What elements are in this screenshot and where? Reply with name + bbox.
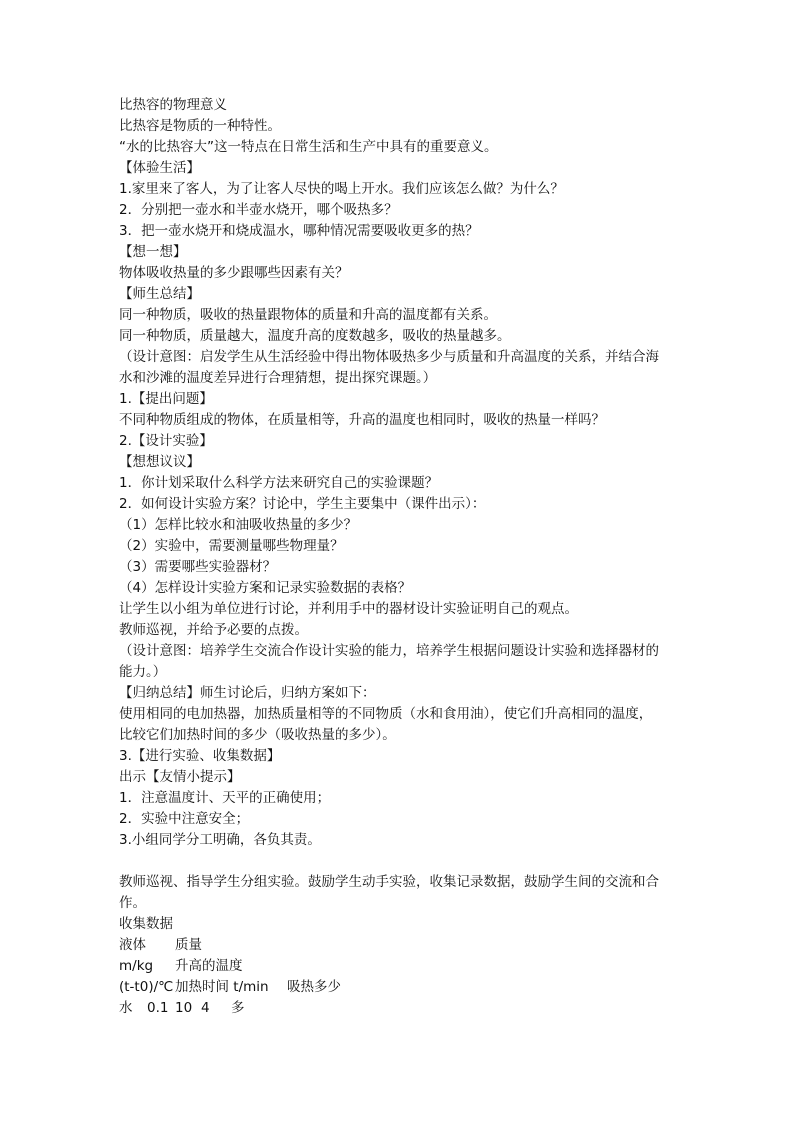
text-line: “水的比热容大”这一特点在日常生活和生产中具有的重要意义。	[119, 139, 498, 155]
data-table	[119, 935, 679, 1019]
text-line: （设计意图：培养学生交流合作设计实验的能力，培养学生根据问题设计实验和选择器材的	[119, 643, 659, 659]
table-cell: (t-t0)/℃	[119, 979, 174, 995]
document-body	[119, 95, 679, 935]
table-row	[119, 998, 679, 1019]
text-line: （4）怎样设计实验方案和记录实验数据的表格？	[119, 580, 412, 596]
document-page	[119, 95, 679, 1019]
table-header-row-3	[119, 977, 679, 998]
text-line: 比热容是物质的一种特性。	[119, 118, 281, 134]
text-line: 3.小组同学分工明确，各负其责。	[119, 832, 321, 848]
text-line: 3．把一壶水烧开和烧成温水，哪种情况需要吸收更多的热？	[119, 223, 479, 239]
text-line: 【体验生活】	[119, 160, 200, 176]
table-cell: 多	[231, 1000, 245, 1016]
text-line: 教师巡视、指导学生分组实验。鼓励学生动手实验，收集记录数据，鼓励学生间的交流和合	[119, 874, 659, 890]
table-cell: m/kg	[119, 958, 154, 974]
text-line: 比热容的物理意义	[119, 97, 227, 113]
table-cell: 液体	[119, 937, 146, 953]
table-cell: 吸热多少	[287, 979, 341, 995]
table-cell: 质量	[175, 937, 202, 953]
text-line: 2．实验中注意安全；	[119, 811, 250, 827]
text-line: 教师巡视，并给予必要的点拨。	[119, 622, 308, 638]
text-line: 出示【友情小提示】	[119, 769, 241, 785]
text-line: 能力。）	[119, 664, 167, 680]
table-cell: 0.1	[147, 1000, 169, 1016]
text-line: 1．注意温度计、天平的正确使用；	[119, 790, 331, 806]
text-line: 让学生以小组为单位进行讨论，并利用手中的器材设计实验证明自己的观点。	[119, 601, 578, 617]
text-line: 比较它们加热时间的多少（吸收热量的多少）。	[119, 727, 396, 743]
text-line: 【师生总结】	[119, 286, 200, 302]
text-line: 不同种物质组成的物体，在质量相等，升高的温度也相同时，吸收的热量一样吗？	[119, 412, 605, 428]
text-line: 物体吸收热量的多少跟哪些因素有关？	[119, 265, 349, 281]
text-line: 收集数据	[119, 916, 173, 932]
table-header-row-1	[119, 935, 679, 956]
text-line: 同一种物质，质量越大，温度升高的度数越多，吸收的热量越多。	[119, 328, 511, 344]
text-line: 使用相同的电加热器，加热质量相等的不同物质（水和食用油），使它们升高相同的温度，	[119, 706, 653, 722]
text-line: 2.【设计实验】	[119, 433, 213, 449]
text-line: 2．分别把一壶水和半壶水烧开，哪个吸热多？	[119, 202, 398, 218]
text-line: 【想想议议】	[119, 454, 200, 470]
text-line: 水和沙滩的温度差异进行合理猜想，提出探究课题。）	[119, 370, 437, 386]
text-line: 1.家里来了客人，为了让客人尽快的喝上开水。我们应该怎么做？为什么？	[119, 181, 564, 197]
table-cell: 10	[175, 1000, 193, 1016]
text-line: 3.【进行实验、收集数据】	[119, 748, 281, 764]
text-line: 同一种物质，吸收的热量跟物体的质量和升高的温度都有关系。	[119, 307, 497, 323]
table-cell: 4	[201, 1000, 210, 1016]
blank-line	[119, 851, 679, 872]
text-line: （2）实验中，需要测量哪些物理量？	[119, 538, 344, 554]
text-line: 【想一想】	[119, 244, 187, 260]
table-cell: 升高的温度	[175, 958, 243, 974]
text-line: （1）怎样比较水和油吸收热量的多少？	[119, 517, 358, 533]
table-cell: 水	[119, 1000, 133, 1016]
text-line: 作。	[119, 895, 146, 911]
text-line: 1．你计划采取什么科学方法来研究自己的实验课题？	[119, 475, 439, 491]
text-line: 1.【提出问题】	[119, 391, 213, 407]
text-line: （3）需要哪些实验器材？	[119, 559, 277, 575]
text-line: （设计意图：启发学生从生活经验中得出物体吸热多少与质量和升高温度的关系，并结合海	[119, 349, 659, 365]
table-cell: 加热时间 t/min	[175, 979, 269, 995]
text-line: 【归纳总结】师生讨论后，归纳方案如下：	[119, 685, 376, 701]
text-line: 2．如何设计实验方案？讨论中，学生主要集中（课件出示）：	[119, 496, 486, 512]
table-header-row-2	[119, 956, 679, 977]
